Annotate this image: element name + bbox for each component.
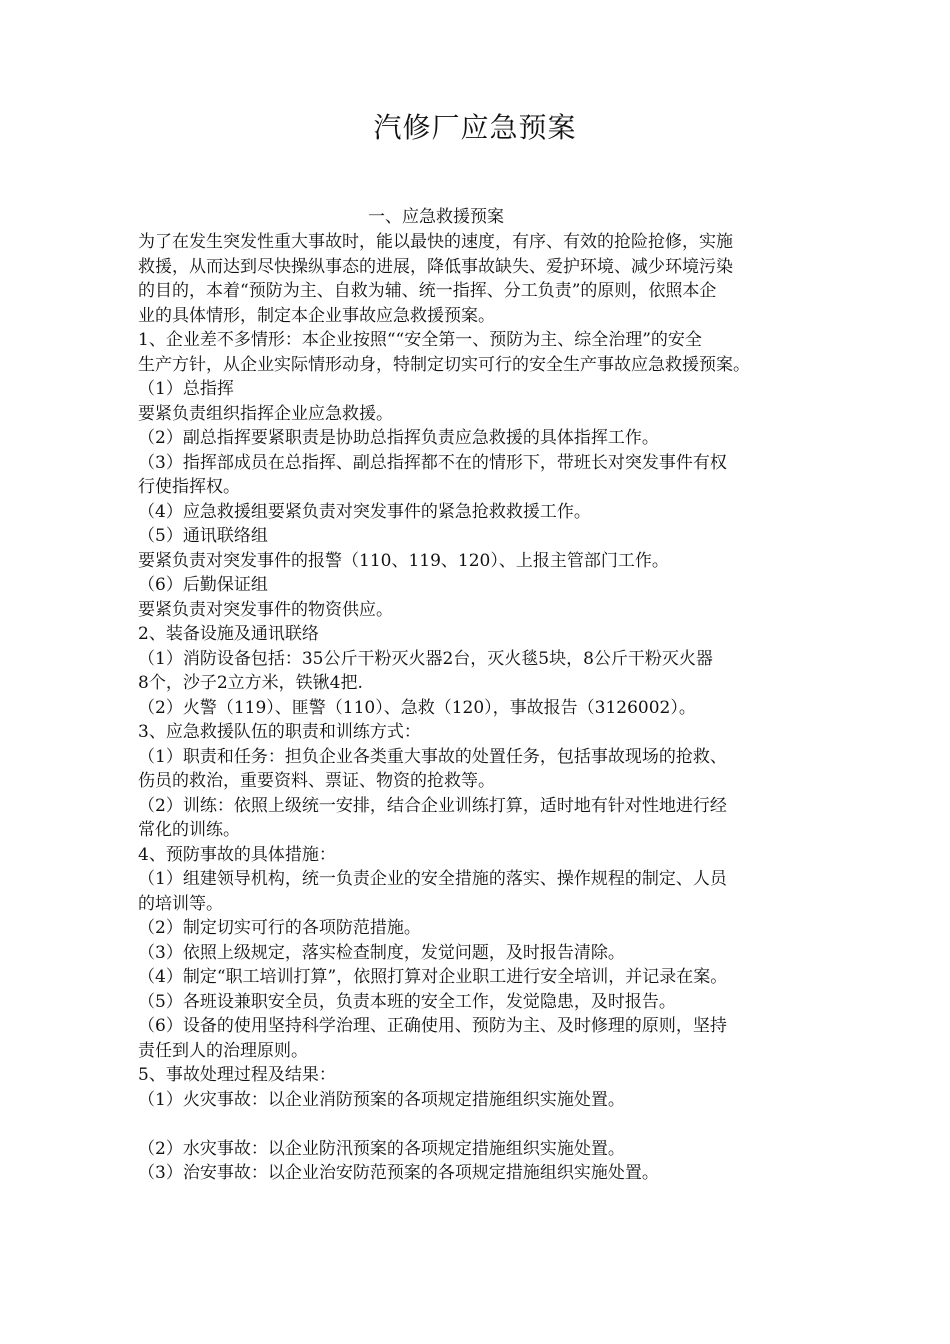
- body-line: （2）火警（119）、匪警（110）、急救（120），事故报告（3126002）。: [138, 697, 696, 718]
- body-line: 救援，从而达到尽快操纵事态的进展，降低事故缺失、爱护环境、减少环境污染: [138, 256, 733, 277]
- body-line: （3）依照上级规定，落实检查制度，发觉问题，及时报告清除。: [138, 942, 625, 963]
- body-line: （1）总指挥: [138, 379, 234, 399]
- body-line: （2）制定切实可行的各项防范措施。: [138, 918, 421, 938]
- body-line: 的目的，本着“预防为主、自救为辅、统一指挥、分工负责”的原则，依照本企: [138, 281, 717, 301]
- body-line: 1、企业差不多情形：本企业按照““安全第一、预防为主、综全治理”的安全: [138, 330, 702, 350]
- body-line: 业的具体情形，制定本企业事故应急救援预案。: [138, 305, 495, 326]
- body-line: （2）训练：依照上级统一安排，结合企业训练打算，适时地有针对性地进行经: [138, 795, 727, 816]
- body-line: （5）各班设兼职安全员，负责本班的安全工作，发觉隐患，及时报告。: [138, 991, 676, 1012]
- document-title: 汽修厂应急预案: [373, 111, 577, 144]
- body-line: （3）治安事故：以企业治安防范预案的各项规定措施组织实施处置。: [138, 1163, 659, 1183]
- blank-line: [138, 1112, 828, 1137]
- body-line: 8个，沙子2立方米，铁锹4把.: [138, 673, 363, 693]
- body-line: 4、预防事故的具体措施：: [138, 844, 336, 865]
- body-line: 为了在发生突发性重大事故时，能以最快的速度，有序、有效的抢险抢修，实施: [138, 232, 733, 252]
- body-line: 行使指挥权。: [138, 477, 240, 497]
- body-line: （1）职责和任务：担负企业各类重大事故的处置任务，包括事故现场的抢救、: [138, 746, 727, 767]
- body-line: （3）指挥部成员在总指挥、副总指挥都不在的情形下，带班长对突发事件有权: [138, 452, 727, 473]
- body-line: 生产方针，从企业实际情形动身，特制定切实可行的安全生产事故应急救援预案。: [138, 354, 750, 375]
- body-line: 责任到人的治理原则。: [138, 1040, 308, 1061]
- body-line: （4）应急救援组要紧负责对突发事件的紧急抢救救援工作。: [138, 501, 591, 522]
- body-line: 2、装备设施及通讯联络: [138, 624, 319, 644]
- body-line: （2）水灾事故：以企业防汛预案的各项规定措施组织实施处置。: [138, 1138, 625, 1159]
- body-line: 要紧负责对突发事件的报警（110、119、120）、上报主管部门工作。: [138, 550, 669, 571]
- section-heading: 一、应急救援预案: [368, 207, 504, 227]
- body-line: （1）组建领导机构，统一负责企业的安全措施的落实、操作规程的制定、人员: [138, 869, 727, 889]
- body-line: （6）设备的使用坚持科学治理、正确使用、预防为主、及时修理的原则，坚持: [138, 1016, 727, 1036]
- document-body: [138, 230, 828, 1186]
- body-line: 3、应急救援队伍的职责和训练方式：: [138, 722, 421, 742]
- body-line: （6）后勤保证组: [138, 575, 268, 595]
- body-line: 要紧负责组织指挥企业应急救援。: [138, 403, 393, 424]
- body-line: 常化的训练。: [138, 820, 240, 840]
- body-line: （1）消防设备包括：35公斤干粉灭火器2台，灭火毯5块，8公斤干粉灭火器: [138, 648, 713, 669]
- body-line: 伤员的救治，重要资料、票证、物资的抢救等。: [138, 771, 495, 791]
- body-line: 的培训等。: [138, 893, 223, 914]
- body-line: （1）火灾事故：以企业消防预案的各项规定措施组织实施处置。: [138, 1089, 625, 1110]
- body-line: 5、事故处理过程及结果：: [138, 1065, 336, 1085]
- body-line: （2）副总指挥要紧职责是协助总指挥负责应急救援的具体指挥工作。: [138, 428, 659, 448]
- body-line: （4）制定“职工培训打算”，依照打算对企业职工进行安全培训，并记录在案。: [138, 967, 728, 987]
- body-line: （5）通讯联络组: [138, 526, 268, 546]
- body-line: 要紧负责对突发事件的物资供应。: [138, 599, 393, 620]
